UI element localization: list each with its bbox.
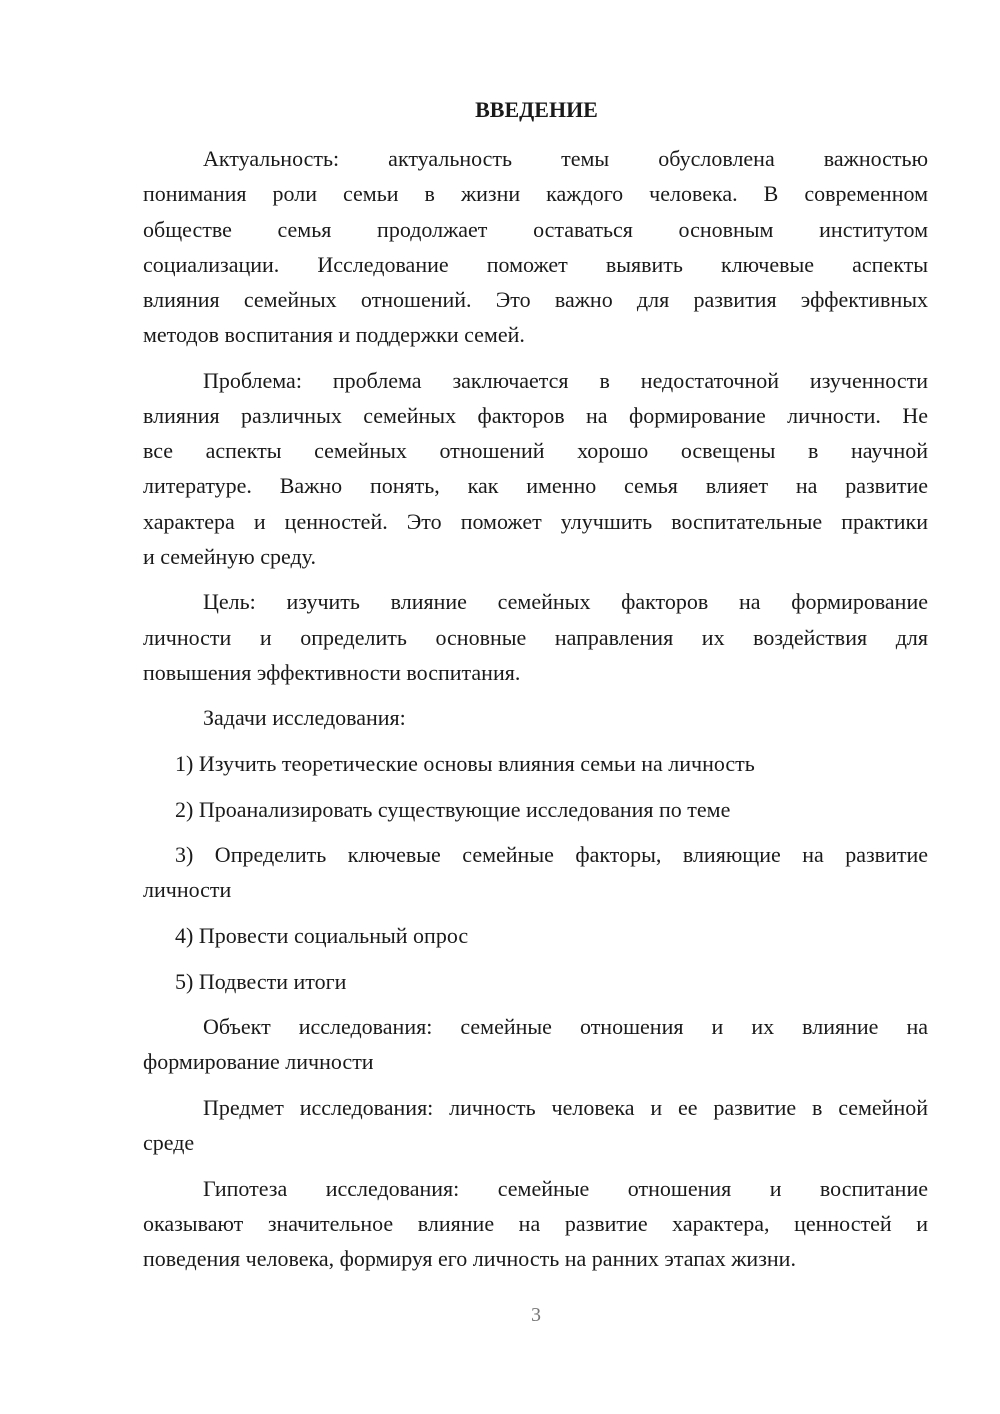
text-line: Проблема: проблема заключается в недостаточной изученности bbox=[203, 367, 928, 393]
text-line: характера и ценностей. Это поможет улучшить воспитательные практики bbox=[143, 508, 928, 534]
page-title: ВВЕДЕНИЕ bbox=[475, 97, 598, 122]
paragraph bbox=[143, 964, 928, 999]
text-line: 3) Определить ключевые семейные факторы, влияющие на развитие bbox=[175, 842, 928, 868]
paragraph bbox=[143, 1090, 928, 1160]
text-line: личности bbox=[143, 877, 232, 903]
text-line: все аспекты семейных отношений хорошо освещены в научной bbox=[143, 438, 928, 464]
text-line: оказывают значительное влияние на развитие характера, ценностей и bbox=[143, 1210, 928, 1236]
text-line: личности и определить основные направления их воздействия для bbox=[143, 624, 928, 650]
document-body bbox=[143, 141, 928, 1276]
paragraph bbox=[143, 792, 928, 827]
text-line: литературе. Важно понять, как именно семья влияет на развитие bbox=[143, 473, 928, 499]
text-line: формирование личности bbox=[143, 1049, 374, 1075]
text-line: влияния различных семейных факторов на формирование личности. Не bbox=[143, 403, 928, 429]
text-line: Цель: изучить влияние семейных факторов на формирование bbox=[203, 589, 928, 615]
text-line: 1) Изучить теоретические основы влияния семьи на личность bbox=[175, 751, 755, 777]
paragraph bbox=[143, 1171, 928, 1277]
text-line: 2) Проанализировать существующие исследования по теме bbox=[175, 796, 731, 822]
paragraph bbox=[143, 141, 928, 352]
text-line: поведения человека, формируя его личность на ранних этапах жизни. bbox=[143, 1246, 796, 1272]
text-line: 4) Провести социальный опрос bbox=[175, 923, 469, 948]
text-line: и семейную среду. bbox=[143, 543, 316, 569]
text-line: повышения эффективности воспитания. bbox=[143, 659, 521, 685]
text-line: Гипотеза исследования: семейные отношения и воспитание bbox=[203, 1175, 928, 1201]
paragraph bbox=[143, 1009, 928, 1079]
text-line: Объект исследования: семейные отношения и их влияние на bbox=[203, 1014, 928, 1040]
text-line: влияния семейных отношений. Это важно для развития эффективных bbox=[143, 287, 928, 313]
paragraph bbox=[143, 837, 928, 907]
text-line: 5) Подвести итоги bbox=[175, 968, 347, 994]
text-line: методов воспитания и поддержки семей. bbox=[143, 322, 525, 348]
text-line: Предмет исследования: личность человека и ее развитие в семейной bbox=[203, 1094, 928, 1120]
paragraph bbox=[143, 584, 928, 690]
text-line: Задачи исследования: bbox=[203, 705, 406, 731]
text-line: среде bbox=[143, 1130, 195, 1156]
text-line: социализации. Исследование поможет выявить ключевые аспекты bbox=[143, 251, 928, 277]
paragraph bbox=[143, 746, 928, 781]
text-line: понимания роли семьи в жизни каждого человека. В современном bbox=[143, 181, 928, 207]
paragraph bbox=[143, 918, 928, 953]
text-line: обществе семья продолжает оставаться основным институтом bbox=[143, 216, 928, 242]
paragraph bbox=[143, 700, 928, 735]
page-number: 3 bbox=[531, 1304, 541, 1326]
text-line: Актуальность: актуальность темы обусловлена важностью bbox=[203, 146, 928, 172]
paragraph bbox=[143, 363, 928, 574]
document-page bbox=[143, 92, 928, 1276]
